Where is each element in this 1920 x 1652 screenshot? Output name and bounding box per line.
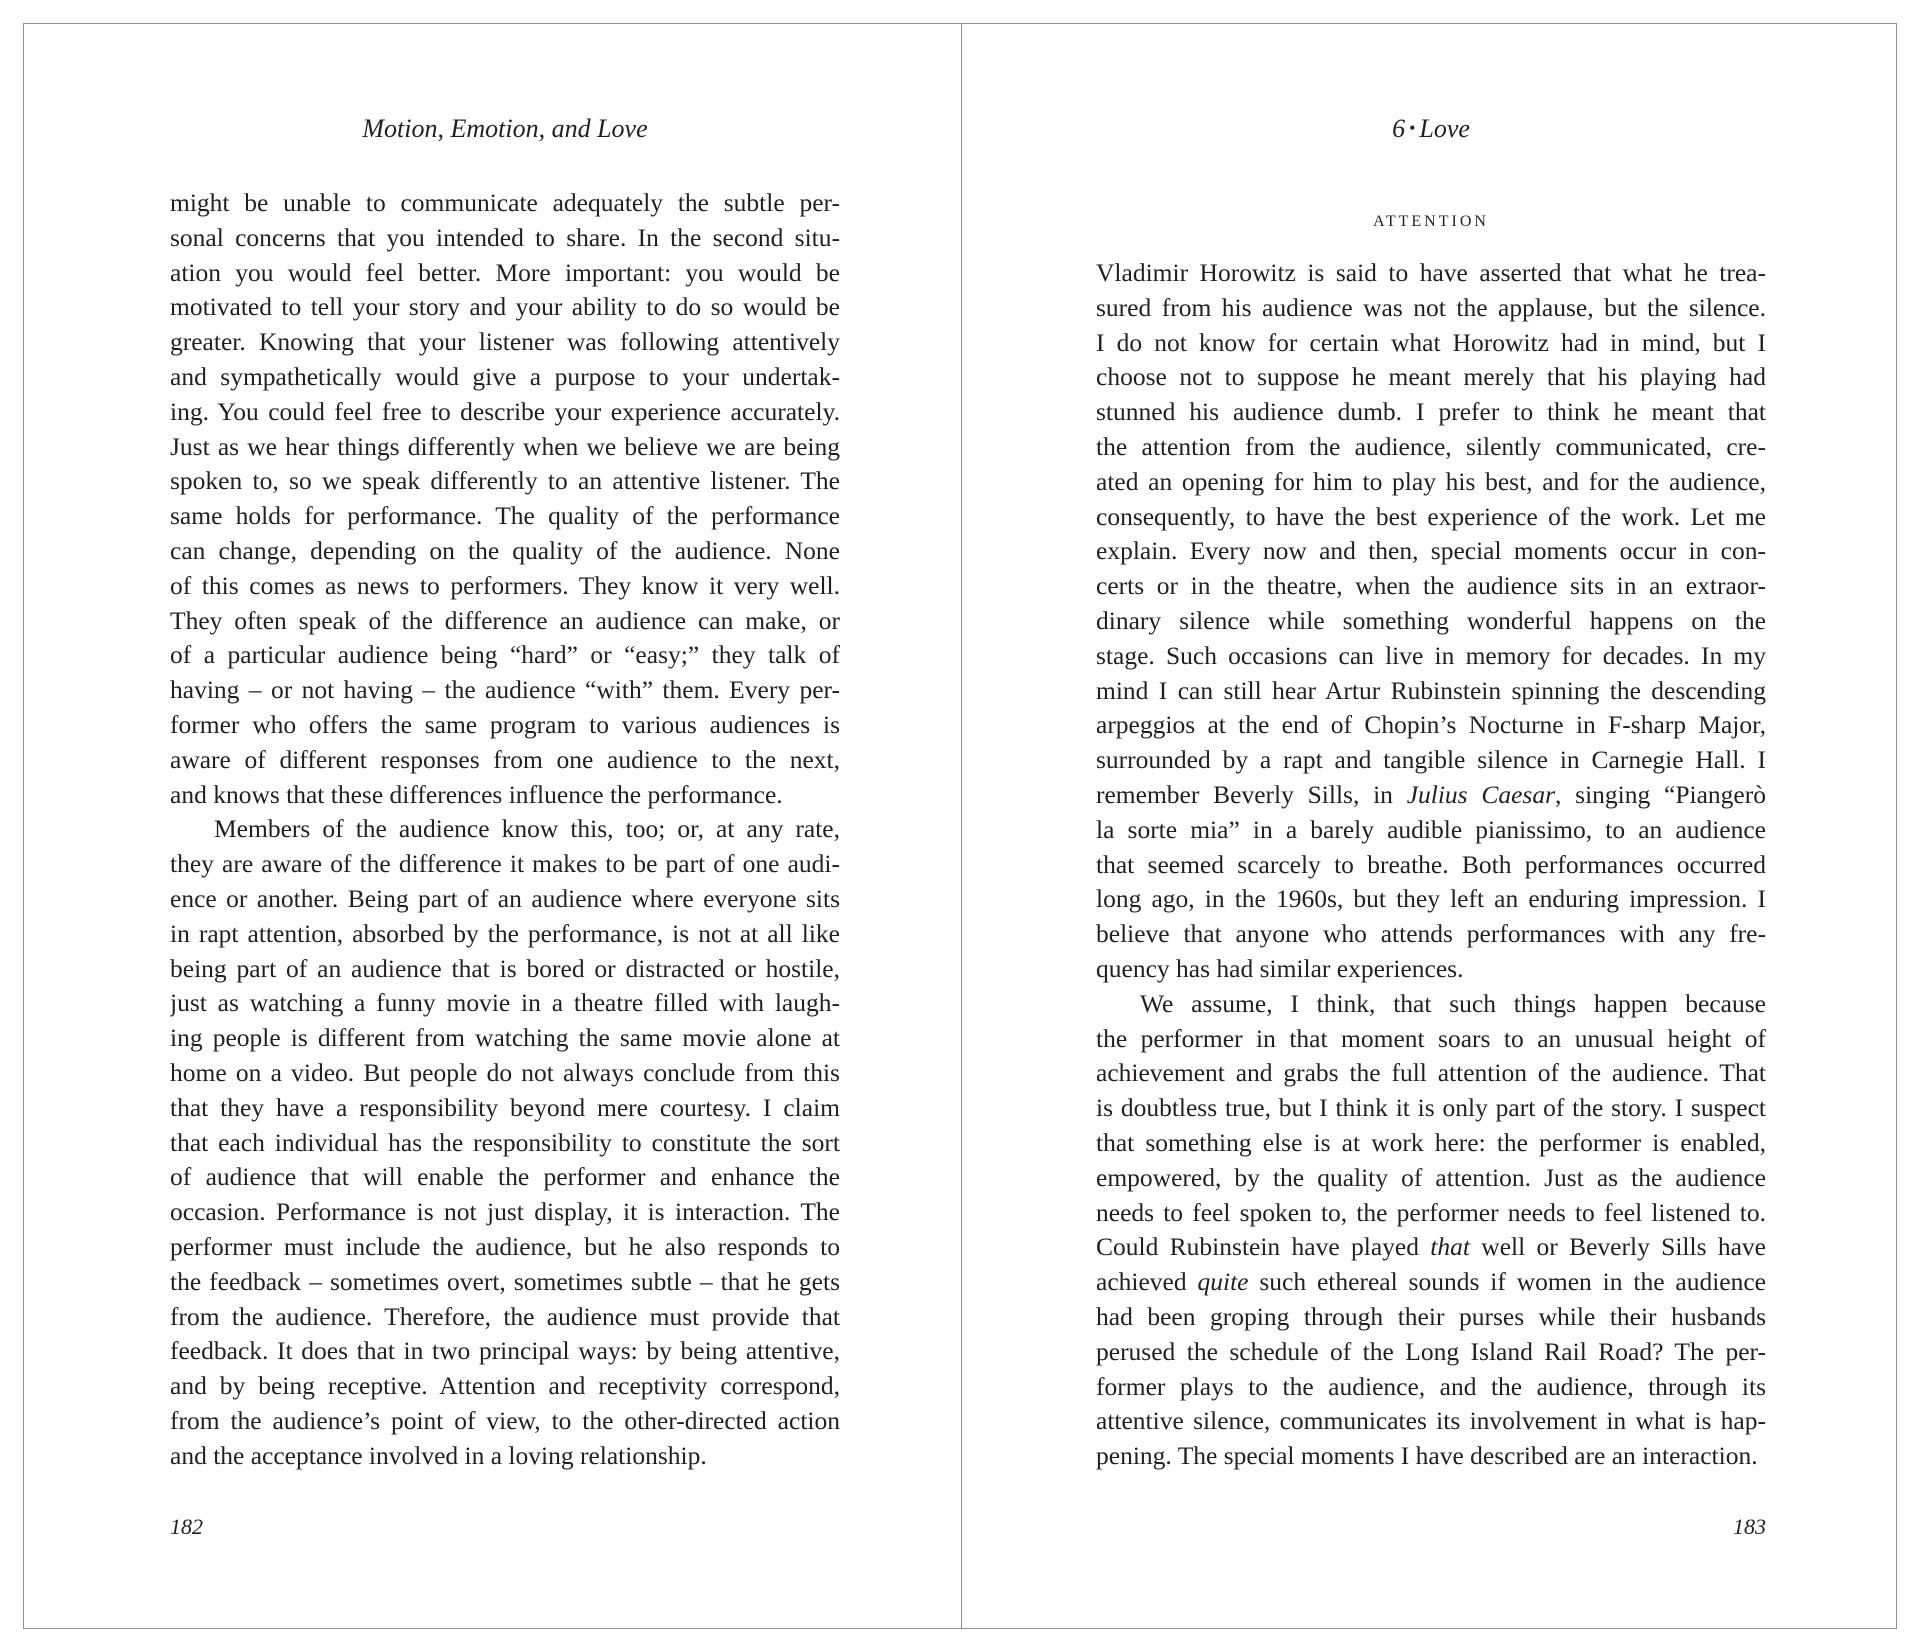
text-line: stunned his audience dumb. I prefer to think he meant that (1096, 397, 1766, 427)
book-gutter (961, 23, 962, 1629)
text-line: certs or in the theatre, when the audience sits in an extraor- (1096, 571, 1766, 601)
text-line: They often speak of the difference an audience can make, or (170, 605, 840, 635)
text-line: former plays to the audience, and the audience, through its (1096, 1371, 1766, 1401)
italic-text: that (1430, 1232, 1470, 1262)
text-line: I do not know for certain what Horowitz had in mind, but I (1096, 327, 1766, 357)
text-line: the performer in that moment soars to an unusual height of (1096, 1023, 1766, 1053)
text-segment: well or Beverly Sills have (1469, 1232, 1766, 1262)
section-title: ATTENTION (1373, 213, 1489, 230)
text-line: they are aware of the difference it makes to be part of one audi- (170, 849, 840, 879)
text-line: believe that anyone who attends performances with any fre- (1096, 919, 1766, 949)
text-line: and sympathetically would give a purpose to your undertak- (170, 361, 840, 391)
text-line: greater. Knowing that your listener was following attentively (170, 327, 840, 357)
text-line: ated an opening for him to play his best, and for the audience, (1096, 466, 1766, 496)
text-line: ence or another. Being part of an audience where everyone sits (170, 883, 840, 913)
text-line: perused the schedule of the Long Island Rail Road? The per- (1096, 1336, 1766, 1366)
text-line: motivated to tell your story and your ability to do so would be (170, 292, 840, 322)
text-line: that seemed scarcely to breathe. Both performances occurred (1096, 849, 1766, 879)
text-line: just as watching a funny movie in a theatre filled with laugh- (170, 988, 840, 1018)
text-line: former who offers the same program to various audiences is (170, 709, 840, 739)
text-line: that something else is at work here: the performer is enabled, (1096, 1127, 1766, 1157)
text-line: had been groping through their purses while their husbands (1096, 1301, 1766, 1331)
chapter-number: 6 (1392, 114, 1406, 143)
text-line: empowered, by the quality of attention. Just as the audience (1096, 1162, 1766, 1192)
text-line: stage. Such occasions can live in memory for decades. In my (1096, 640, 1766, 670)
chapter-title: Love (1419, 114, 1470, 143)
text-line: performer must include the audience, but he also responds to (170, 1231, 840, 1261)
text-line: mind I can still hear Artur Rubinstein spinning the descending (1096, 675, 1766, 705)
text-line: that they have a responsibility beyond mere courtesy. I claim (170, 1092, 840, 1122)
left-page-text (170, 186, 840, 1473)
text-line: sured from his audience was not the applause, but the silence. (1096, 292, 1766, 322)
text-line: in rapt attention, absorbed by the performance, is not at all like (170, 918, 840, 948)
text-line: being part of an audience that is bored or distracted or hostile, (170, 953, 840, 983)
text-segment: such ethereal sounds if women in the audience (1248, 1267, 1766, 1297)
text-segment: achieved (1096, 1267, 1198, 1297)
text-line: the feedback – sometimes overt, sometimes subtle – that he gets (170, 1266, 840, 1296)
text-line: from the audience. Therefore, the audience must provide that (170, 1301, 840, 1331)
text-line: long ago, in the 1960s, but they left an enduring impression. I (1096, 884, 1766, 914)
text-line: feedback. It does that in two principal ways: by being attentive, (170, 1336, 840, 1366)
text-line (1096, 1230, 1766, 1265)
text-line: spoken to, so we speak differently to an attentive listener. The (170, 466, 840, 496)
text-line: and by being receptive. Attention and receptivity correspond, (170, 1371, 840, 1401)
text-segment: , singing “Piangerò (1555, 779, 1766, 809)
text-line: choose not to suppose he meant merely that his playing had (1096, 362, 1766, 392)
text-line: pening. The special moments I have described are an interaction. (1096, 1441, 1758, 1471)
text-line: of a particular audience being “hard” or “easy;” they talk of (170, 640, 840, 670)
right-page-number: 183 (1733, 1514, 1766, 1539)
text-segment: remember Beverly Sills, in (1096, 779, 1407, 809)
text-line: ation you would feel better. More important: you would be (170, 257, 840, 287)
text-line: can change, depending on the quality of the audience. None (170, 535, 840, 565)
text-line: same holds for performance. The quality of the performance (170, 501, 840, 531)
text-line: arpeggios at the end of Chopin’s Nocturne in F-sharp Major, (1096, 710, 1766, 740)
italic-text: quite (1197, 1267, 1249, 1297)
text-line: We assume, I think, that such things happen because (1140, 988, 1766, 1018)
text-line: from the audience’s point of view, to the other-directed action (170, 1405, 840, 1435)
text-line: Just as we hear things differently when we believe we are being (170, 431, 840, 461)
left-page-number: 182 (170, 1514, 203, 1539)
text-line: might be unable to communicate adequately the subtle per- (170, 188, 840, 217)
text-line (1096, 1265, 1766, 1300)
text-line: needs to feel spoken to, the performer needs to feel listened to. (1096, 1197, 1766, 1227)
text-line: occasion. Performance is not just display, it is interaction. The (170, 1197, 840, 1227)
text-line: surrounded by a rapt and tangible silence in Carnegie Hall. I (1096, 745, 1766, 775)
text-line: achievement and grabs the full attention of the audience. That (1096, 1058, 1766, 1088)
text-line: aware of different responses from one audience to the next, (170, 744, 840, 774)
text-line: having – or not having – the audience “with” them. Every per- (170, 675, 840, 705)
text-line: attentive silence, communicates its involvement in what is hap- (1096, 1406, 1766, 1436)
text-line: of audience that will enable the performer and enhance the (170, 1162, 840, 1192)
text-line: explain. Every now and then, special moments occur in con- (1096, 536, 1766, 566)
text-line: the attention from the audience, silently communicated, cre- (1096, 431, 1766, 461)
right-page-text (1096, 256, 1766, 1474)
text-line: Members of the audience know this, too; or, at any rate, (214, 814, 840, 844)
running-head-separator: • (1409, 118, 1416, 138)
text-line: quency has had similar experiences. (1096, 953, 1464, 983)
text-line: and the acceptance involved in a loving relationship. (170, 1440, 707, 1470)
text-line: ing people is different from watching the same movie alone at (170, 1023, 840, 1053)
text-line (1096, 778, 1766, 813)
text-line: ing. You could feel free to describe your experience accurately. (170, 396, 840, 426)
left-running-head: Motion, Emotion, and Love (362, 114, 648, 143)
text-line: home on a video. But people do not always conclude from this (170, 1057, 840, 1087)
text-line: that each individual has the responsibility to constitute the sort (170, 1127, 840, 1157)
right-running-head (1096, 112, 1766, 148)
text-line: and knows that these differences influence the performance. (170, 779, 783, 809)
text-segment: Could Rubinstein have played (1096, 1232, 1431, 1262)
italic-text: Julius Caesar (1406, 779, 1556, 809)
text-line: dinary silence while something wonderful happens on the (1096, 605, 1766, 635)
text-line: sonal concerns that you intended to share. In the second situ- (170, 222, 840, 252)
text-line: of this comes as news to performers. They know it very well. (170, 570, 840, 600)
text-line: is doubtless true, but I think it is only part of the story. I suspect (1096, 1093, 1766, 1123)
text-line: la sorte mia” in a barely audible pianissimo, to an audience (1096, 814, 1766, 844)
text-line: consequently, to have the best experience of the work. Let me (1096, 501, 1766, 531)
text-line: Vladimir Horowitz is said to have asserted that what he trea- (1096, 258, 1766, 287)
